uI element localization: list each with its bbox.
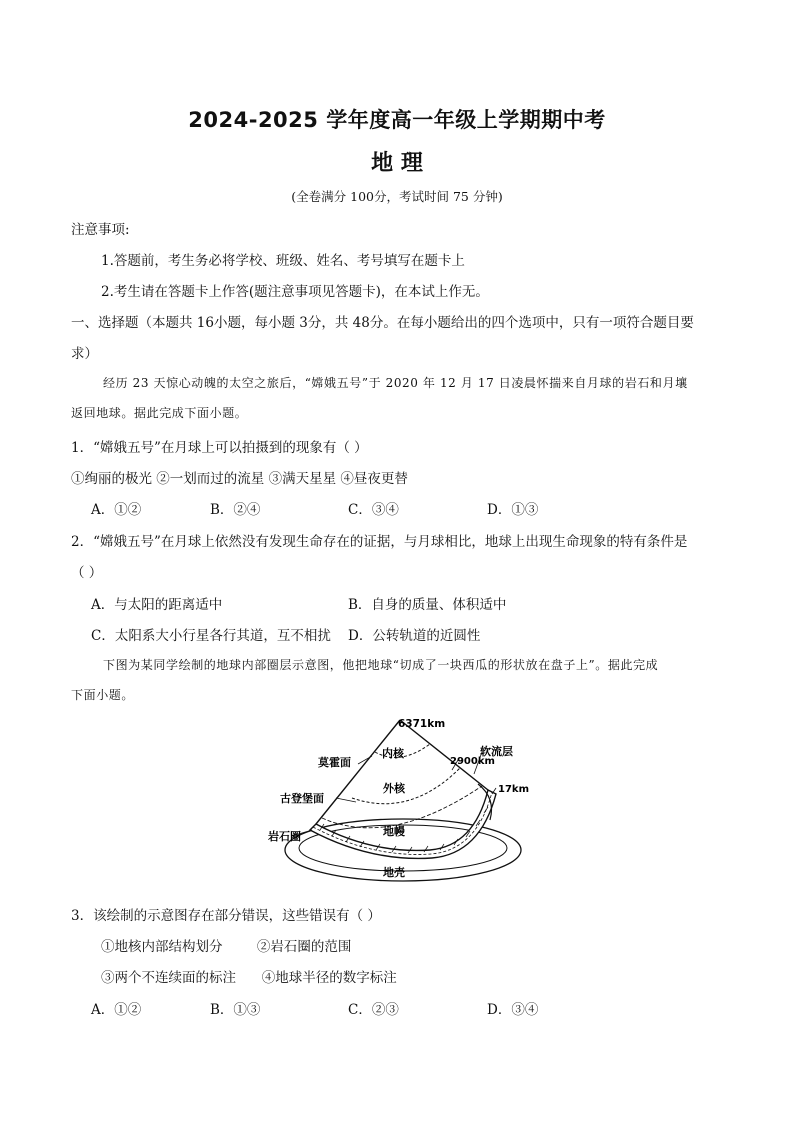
material-1-line-2: 返回地球。据此完成下面小题。 <box>71 406 248 420</box>
earth-interior-diagram <box>260 712 560 892</box>
notice-item-1: 1.答题前，考生务必将学校、班级、姓名、考号填写在题卡上 <box>101 253 465 269</box>
label-crust: 地壳 <box>383 866 405 879</box>
section-heading: 一、选择题（本题共 16小题，每小题 3分，共 48分。在每小题给出的四个选项中，只有一项符合题目要 <box>71 315 694 331</box>
question-2-stem-cont: （ ） <box>71 565 103 581</box>
section-heading-cont: 求） <box>71 346 98 362</box>
question-1-items: ①绚丽的极光 ②一划而过的流星 ③满天星星 ④昼夜更替 <box>71 471 408 487</box>
q2-option-b[interactable]: B．自身的质量、体积适中 <box>348 597 507 613</box>
gutenberg-boundary <box>352 768 460 804</box>
notice-heading: 注意事项: <box>71 222 130 238</box>
question-1-stem: 1．“嫦娥五号”在月球上可以拍摄到的现象有（ ） <box>71 440 368 456</box>
label-lithosphere: 岩石圈 <box>268 830 301 843</box>
exam-note: (全卷满分 100分，考试时间 75 分钟) <box>291 189 503 204</box>
label-moho: 莫霍面 <box>318 756 351 769</box>
q2-option-a[interactable]: A．与太阳的距离适中 <box>91 597 223 613</box>
q1-option-a[interactable]: A．①② <box>91 502 142 518</box>
material-2-line-2: 下面小题。 <box>71 688 135 702</box>
label-radius: 6371km <box>398 718 446 730</box>
label-mantle: 地幔 <box>383 825 405 838</box>
label-asthenosphere: 软流层 <box>480 745 513 758</box>
question-3-items-1: ①地核内部结构划分 ②岩石圈的范围 <box>101 939 352 955</box>
exam-title: 2024-2025 学年度高一年级上学期期中考 <box>188 108 606 132</box>
label-inner-core: 内核 <box>382 747 404 760</box>
question-2-stem: 2．“嫦娥五号”在月球上依然没有发现生命存在的证据，与月球相比，地球上出现生命现象的特有条件是 <box>71 534 688 550</box>
label-2900km: 2900km <box>450 756 495 767</box>
question-3-items-2: ③两个不连续面的标注 ④地球半径的数字标注 <box>101 970 397 986</box>
q3-option-a[interactable]: A．①② <box>91 1002 142 1018</box>
wedge-left-edge <box>316 720 400 824</box>
label-17km: 17km <box>498 784 529 795</box>
wedge-right-edge <box>400 720 488 790</box>
q2-option-d[interactable]: D．公转轨道的近圆性 <box>348 628 481 644</box>
q1-option-c[interactable]: C．③④ <box>348 502 399 518</box>
q1-option-b[interactable]: B．②④ <box>210 502 261 518</box>
q3-option-b[interactable]: B．①③ <box>210 1002 261 1018</box>
subject-title: 地 理 <box>371 151 423 176</box>
material-2-line-1: 下图为某同学绘制的地球内部圈层示意图，他把地球“切成了一块西瓜的形状放在盘子上”。据此完成 <box>103 658 659 672</box>
notice-item-2: 2.考生请在答题卡上作答(题注意事项见答题卡)，在本试上作无。 <box>101 284 489 300</box>
material-1-line-1: 经历 23 天惊心动魄的太空之旅后，“嫦娥五号”于 2020 年 12 月 17 日凌晨怀揣来自月球的岩石和月壤 <box>103 376 688 390</box>
label-gutenberg: 古登堡面 <box>280 792 324 805</box>
q3-option-d[interactable]: D．③④ <box>487 1002 539 1018</box>
q3-option-c[interactable]: C．②③ <box>348 1002 399 1018</box>
question-3-stem: 3．该绘制的示意图存在部分错误，这些错误有（ ） <box>71 908 381 924</box>
label-outer-core: 外核 <box>383 782 405 795</box>
q2-option-c[interactable]: C．太阳系大小行星各行其道，互不相扰 <box>91 628 331 644</box>
q1-option-d[interactable]: D．①③ <box>487 502 539 518</box>
